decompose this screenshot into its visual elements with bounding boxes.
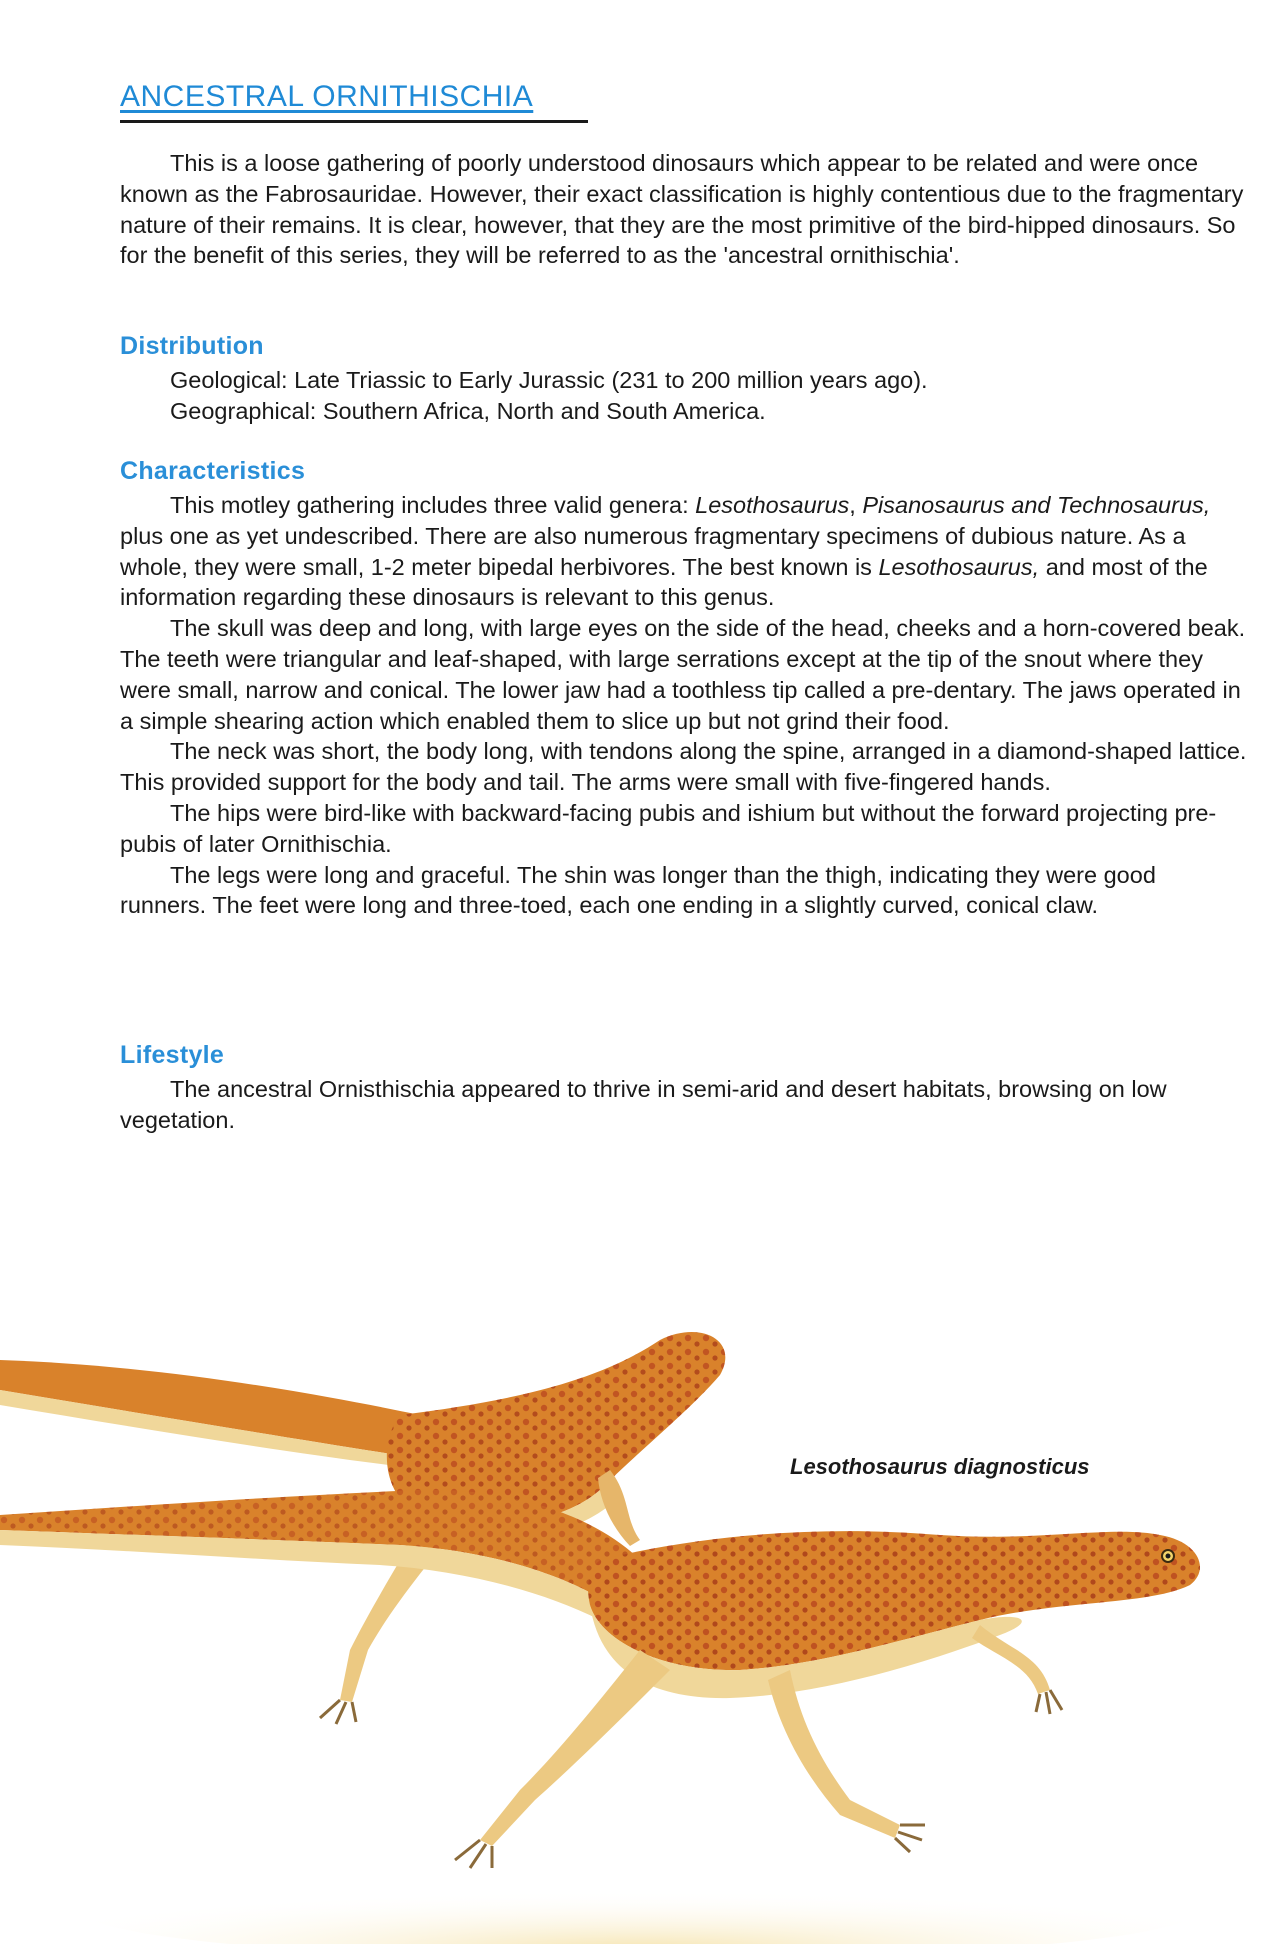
lifestyle-paragraph: The ancestral Ornisthischia appeared to thrive in semi-arid and desert habitats, browsing on low vegetation. <box>120 1076 1167 1133</box>
distribution-block <box>170 365 928 427</box>
lifestyle-block <box>120 1074 1248 1136</box>
char-text-2: , <box>849 492 863 518</box>
lifestyle-heading: Lifestyle <box>120 1041 225 1069</box>
characteristics-paragraph-5: The legs were long and graceful. The shin was longer than the thigh, indicating they were good runners. The feet were long and three-toed, each one ending in a slightly curved, conical claw. <box>120 861 1156 919</box>
distribution-geographical: Geographical: Southern Africa, North and South America. <box>170 398 766 424</box>
characteristics-paragraph-1 <box>120 490 1248 613</box>
title-rule <box>120 120 588 123</box>
genus-lesothosaurus: Lesothosaurus <box>695 492 850 518</box>
characteristics-paragraph-2: The skull was deep and long, with large eyes on the side of the head, cheeks and a horn-covered beak. The teeth were triangular and leaf-shaped, with large serrations except at the tip of the snout where they were small, narrow and conical. The lower jaw had a toothless tip called a pre-dentary. The jaws operated in a simple shearing action which enabled them to slice up but not grind their food. <box>120 615 1246 734</box>
char-text-4: and most of the information regarding these dinosaurs is relevant to this genus. <box>120 553 1208 611</box>
characteristics-paragraph-3: The neck was short, the body long, with tendons along the spine, arranged in a diamond-shaped lattice. This provided support for the body and tail. The arms were small with five-fingered hands. <box>120 738 1247 796</box>
char-text-3: plus one as yet undescribed. There are also numerous fragmentary specimens of dubious nature. As a whole, they were small, 1-2 meter bipedal herbivores. The best known is <box>120 522 1186 580</box>
distribution-heading: Distribution <box>120 332 264 360</box>
distribution-geological: Geological: Late Triassic to Early Jurassic (231 to 200 million years ago). <box>170 367 928 393</box>
characteristics-block <box>120 490 1248 921</box>
ground-dust <box>80 1860 1200 1944</box>
genus-lesothosaurus-2: Lesothosaurus, <box>878 553 1040 580</box>
genus-pisanosaurus-technosaurus: Pisanosaurus and Technosaurus, <box>862 492 1211 518</box>
illustration-caption: Lesothosaurus diagnosticus <box>790 1454 1090 1479</box>
characteristics-heading: Characteristics <box>120 457 306 485</box>
dinosaur-front <box>0 1490 1200 1868</box>
intro-block <box>120 148 1248 271</box>
intro-paragraph: This is a loose gathering of poorly understood dinosaurs which appear to be related and were once known as the Fabrosauridae. However, their exact classification is highly contentious due to the fragmentary nature of their remains. It is clear, however, that they are the most primitive of the bird-hipped dinosaurs. So for the benefit of this series, they will be referred to as the 'ancestral ornithischia'. <box>120 150 1244 269</box>
dinosaur-illustration <box>0 1320 1280 1944</box>
characteristics-paragraph-4: The hips were bird-like with backward-facing pubis and ishium but without the forward projecting pre-pubis of later Ornithischia. <box>120 799 1217 857</box>
page-title: ANCESTRAL ORNITHISCHIA <box>120 80 534 113</box>
char-text-1: This motley gathering includes three valid genera: <box>170 492 696 518</box>
